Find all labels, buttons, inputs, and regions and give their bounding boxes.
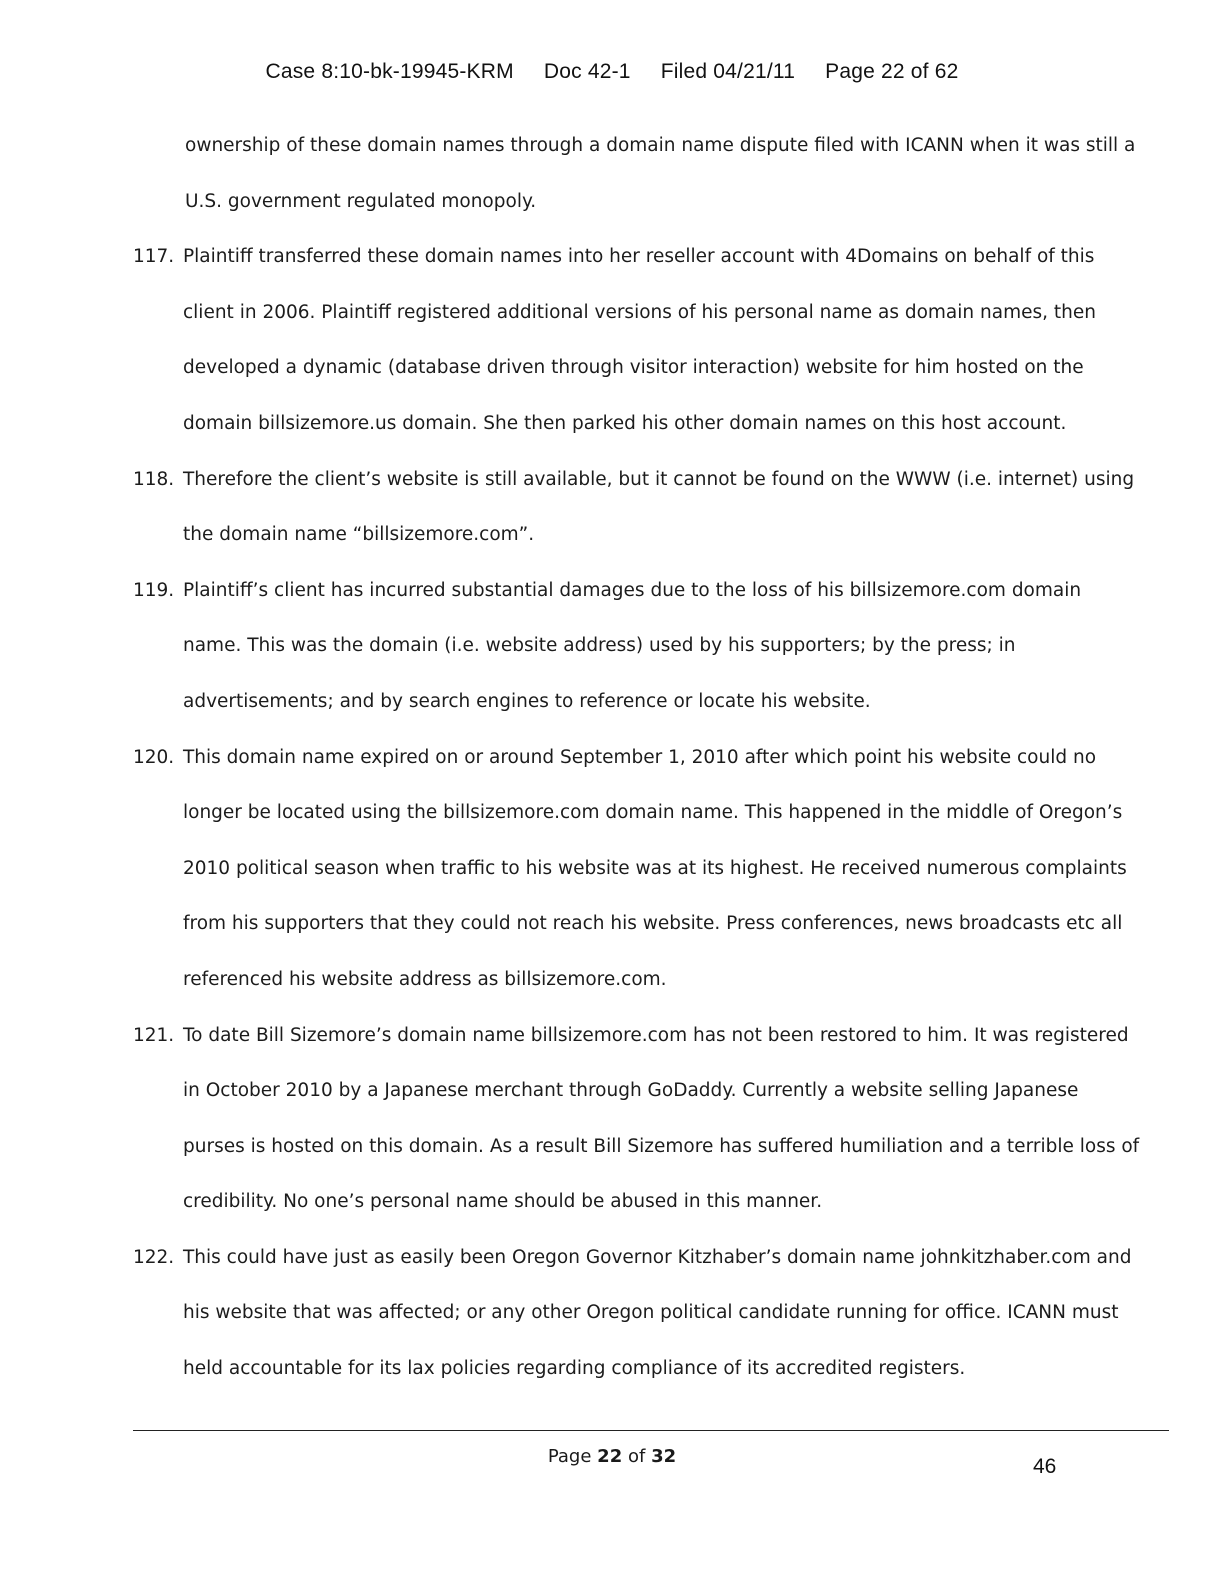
paragraph-number: 120. [133, 746, 175, 768]
footer-of-word: of [627, 1446, 646, 1467]
paragraph-117 [133, 229, 1143, 451]
case-number: Case 8:10-bk-19945-KRM [265, 60, 514, 83]
doc-number: Doc 42-1 [543, 60, 631, 83]
footer-page-word: Page [547, 1446, 592, 1467]
paragraph-120 [133, 730, 1143, 1008]
paragraph-121 [133, 1008, 1143, 1230]
footer-divider [133, 1430, 1169, 1431]
document-body [133, 118, 1143, 1397]
paragraph-text: Plaintiff’s client has incurred substantial damages due to the loss of his billsizemore.com domain name. This was the domain (i.e. website address) used by his supporters; by the press; in advertisements; and by search engines to reference or locate his website. [183, 579, 1082, 712]
paragraph-number: 121. [133, 1024, 175, 1046]
paragraph-119 [133, 563, 1143, 730]
paragraph-number: 117. [133, 246, 175, 268]
paragraph-text: This could have just as easily been Oregon Governor Kitzhaber’s domain name johnkitzhaber.com and his website that was affected; or any other Oregon political candidate running for office. ICANN must held accountable for its lax policies regarding compliance of its accredited registers. [183, 1246, 1132, 1380]
paragraph-number: 122. [133, 1246, 175, 1268]
footer-current-page: 22 [597, 1446, 623, 1467]
paragraph-number: 119. [133, 579, 175, 601]
paragraph-118 [133, 452, 1143, 563]
exhibit-stamp-number: 46 [1033, 1455, 1057, 1478]
paragraph-number: 118. [133, 468, 175, 490]
paragraph-text: Plaintiff transferred these domain names into her reseller account with 4Domains on behalf of this client in 2006. Plaintiff registered additional versions of his personal name as domain names, then developed a dynamic (database driven through visitor interaction) website for him hosted on the domain billsizemore.us domain. She then parked his other domain names on this host account. [183, 246, 1096, 434]
paragraph-text: This domain name expired on or around September 1, 2010 after which point his website could no longer be located using the billsizemore.com domain name. This happened in the middle of Oregon’s 2010 political season when traffic to his website was at its highest. He received numerous complaints from his supporters that they could not reach his website. Press conferences, news broadcasts etc all referenced his website address as billsizemore.com. [183, 746, 1127, 990]
paragraph-text: Therefore the client’s website is still available, but it cannot be found on the WWW (i.e. internet) using the domain name “billsizemore.com”. [183, 468, 1135, 546]
footer-total-pages: 32 [651, 1446, 677, 1467]
header-page-count: Page 22 of 62 [825, 60, 959, 83]
paragraph-122 [133, 1230, 1143, 1397]
continuation-text: ownership of these domain names through a domain name dispute filed with ICANN when it was still a U.S. government regulated monopoly. [185, 135, 1136, 212]
case-header [0, 60, 1224, 84]
filed-date: Filed 04/21/11 [660, 60, 796, 83]
paragraph-text: To date Bill Sizemore’s domain name billsizemore.com has not been restored to him. It was registered in October 2010 by a Japanese merchant through GoDaddy. Currently a website selling Japanese purses is hosted on this domain. As a result Bill Sizemore has suffered humiliation and a terrible loss of credibility. No one’s personal name should be abused in this manner. [183, 1024, 1140, 1213]
